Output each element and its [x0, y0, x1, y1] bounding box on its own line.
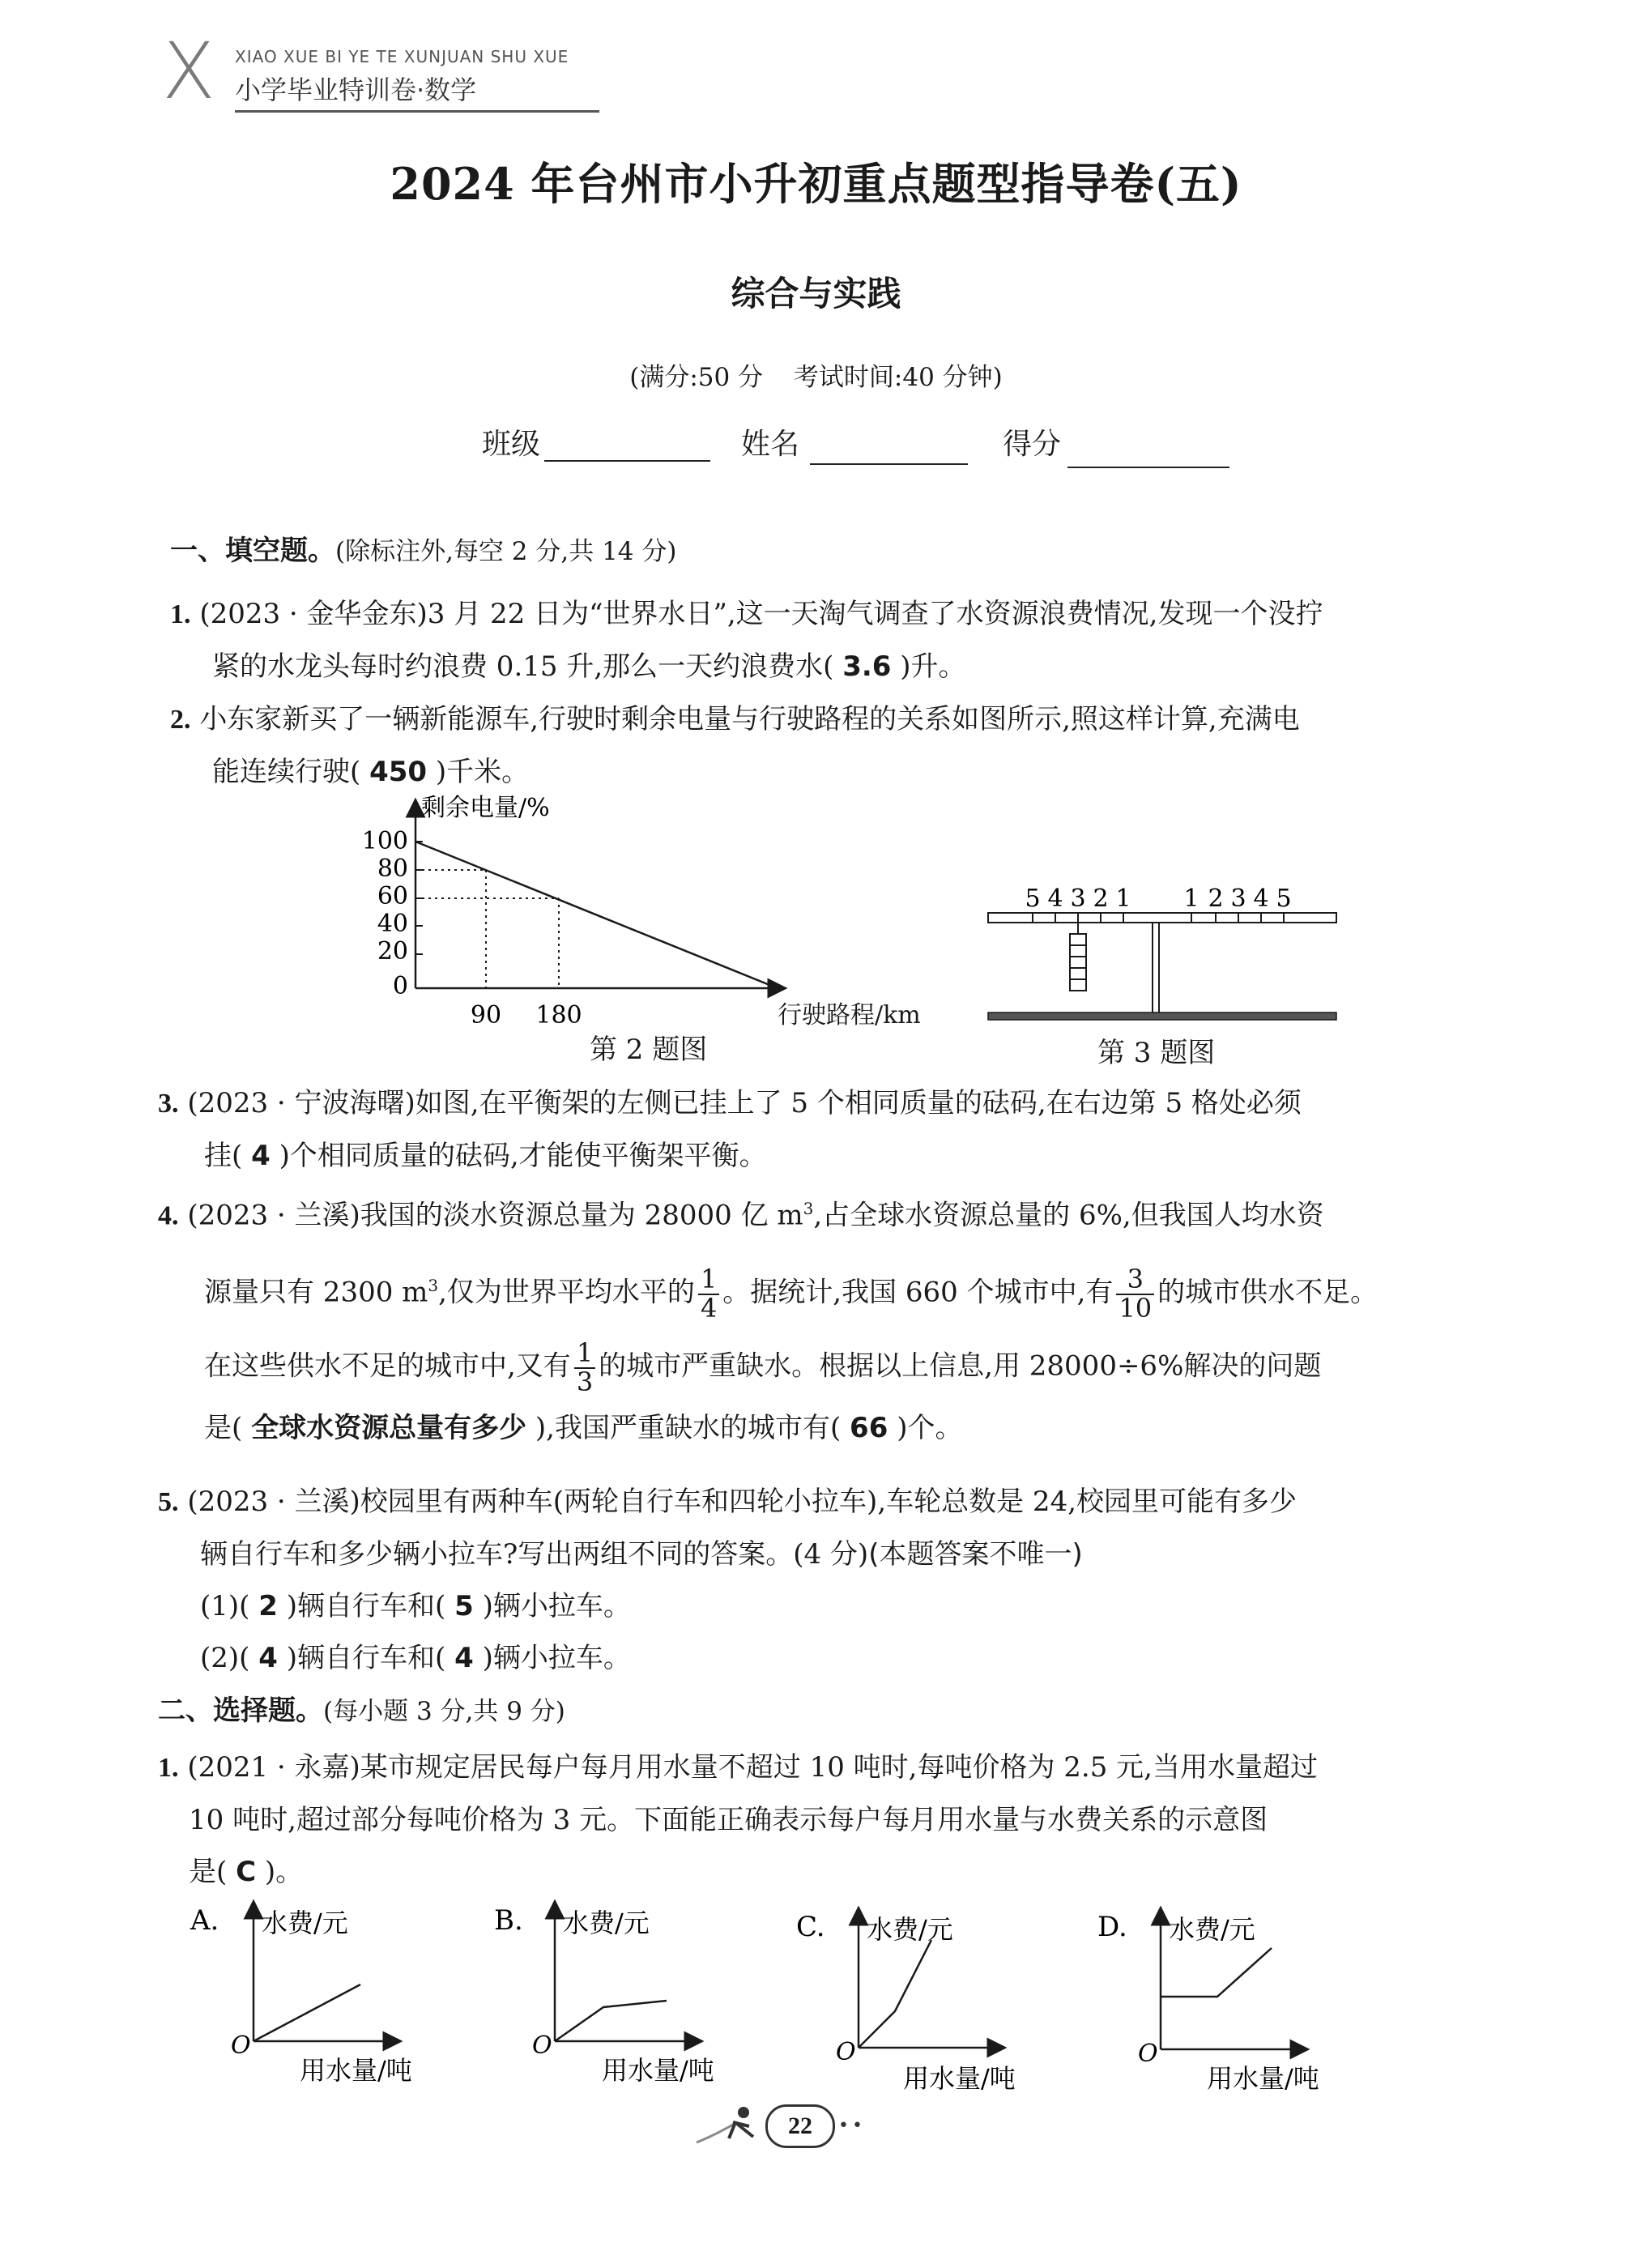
footer-dots: •• [838, 2116, 866, 2136]
question-text: (1)( [200, 1590, 250, 1622]
footer-runner-icon [688, 2098, 761, 2155]
fig3-caption: 第 3 题图 [1097, 1037, 1216, 1069]
option-xlabel: 用水量/吨 [300, 2055, 412, 2086]
answer: 66 [850, 1412, 888, 1445]
question-note: (本题答案不唯一) [868, 1538, 1083, 1571]
question-text: 辆自行车和多少辆小拉车?写出两组不同的答案。(4 分) [200, 1538, 869, 1571]
s1-q4 [158, 1183, 1551, 1454]
option-c-label: C. [796, 1911, 825, 1943]
option-xlabel: 用水量/吨 [903, 2063, 1016, 2094]
fraction-denominator: 4 [700, 1292, 718, 1324]
origin-label: O [836, 2038, 856, 2066]
fraction [1116, 1266, 1154, 1322]
fig3-left-num: 2 [1093, 885, 1109, 913]
fraction [574, 1337, 595, 1397]
s1-q2 [170, 693, 1547, 798]
fraction-denominator: 3 [576, 1366, 594, 1397]
exam-time: 考试时间:40 分钟) [793, 363, 1003, 392]
section2-heading [158, 1688, 565, 1728]
fraction [698, 1266, 719, 1322]
superscript: 3 [803, 1199, 814, 1218]
option-d-line [1161, 1948, 1272, 1997]
exam-subtitle: 综合与实践 [731, 274, 901, 313]
origin-label: O [532, 2031, 552, 2060]
s1-q1 [170, 588, 1547, 693]
s1-q5 [158, 1476, 1551, 1684]
answer: 3.6 [842, 650, 892, 683]
s1-q3 [158, 1077, 1551, 1182]
option-c-line [859, 1940, 931, 2048]
class-field[interactable] [544, 460, 710, 462]
fig2-y-tick: 40 [377, 910, 408, 938]
fig2-x-tick: 90 [470, 1001, 502, 1030]
score-field[interactable] [1067, 467, 1229, 468]
fig3-weight [1070, 979, 1086, 991]
question-number: 3. [158, 1089, 179, 1119]
question-text: )千米。 [435, 756, 530, 788]
fraction-denominator: 10 [1119, 1292, 1153, 1324]
option-xlabel: 用水量/吨 [602, 2055, 714, 2086]
answer: 4 [258, 1642, 278, 1674]
question-text: 。据统计,我国 660 个城市中,有 [722, 1276, 1114, 1309]
fig3-balance [984, 879, 1344, 1025]
superscript: 3 [428, 1276, 439, 1296]
question-number: 4. [158, 1200, 179, 1231]
fig2-data-line [415, 842, 778, 988]
fig2-y-tick: 80 [377, 855, 408, 883]
fig3-weight [1070, 957, 1086, 968]
answer: 4 [251, 1140, 271, 1172]
question-number: 2. [170, 705, 191, 735]
fraction-numerator: 1 [574, 1340, 595, 1369]
fig3-left-num: 5 [1025, 885, 1041, 913]
question-text: )升。 [900, 650, 966, 683]
fig3-right-num: 1 [1183, 885, 1199, 913]
option-ylabel: 水费/元 [563, 1908, 650, 1938]
option-a-line [254, 1985, 360, 2041]
question-text: )个相同质量的砝码,才能使平衡架平衡。 [279, 1140, 767, 1172]
fig2-y-tick: 60 [377, 882, 408, 910]
answer: 5 [454, 1590, 474, 1622]
answer: 450 [369, 756, 428, 788]
exam-title: 2024 年台州市小升初重点题型指导卷(五) [390, 158, 1242, 210]
answer: 4 [454, 1642, 474, 1674]
fig3-post [1153, 923, 1159, 1013]
question-text: )辆小拉车。 [482, 1590, 631, 1622]
section2-title: 二、选择题。 [158, 1695, 323, 1727]
fig2-caption: 第 2 题图 [590, 1034, 708, 1066]
full-score: (满分:50 分 [629, 363, 764, 392]
name-label: 姓名 [741, 428, 800, 461]
option-xlabel: 用水量/吨 [1207, 2063, 1319, 2094]
series-title: 小学毕业特训卷·数学 [235, 75, 477, 105]
option-d-label: D. [1097, 1911, 1127, 1943]
answer: 2 [258, 1590, 278, 1622]
fig2-xlabel: 行驶路程/km [778, 1001, 921, 1030]
question-text: )个。 [897, 1412, 963, 1445]
fig3-right-num: 3 [1230, 885, 1246, 913]
fig2-x-tick: 180 [535, 1001, 582, 1030]
question-text: (2023 · 宁波海曙)如图,在平衡架的左侧已挂上了 5 个相同质量的砝码,在右边第 5 格处必须 [187, 1087, 1302, 1119]
score-label: 得分 [1003, 428, 1062, 461]
question-text: )辆小拉车。 [482, 1642, 631, 1674]
question-text: 的城市严重缺水。根据以上信息,用 28000÷6%解决的问题 [599, 1349, 1322, 1383]
option-a-label: A. [190, 1904, 219, 1937]
question-text: (2023 · 兰溪)我国的淡水资源总量为 28000 亿 m [187, 1199, 803, 1232]
answer: C [236, 1856, 257, 1888]
name-field[interactable] [810, 463, 968, 465]
section1-title: 一、填空题。 [170, 535, 335, 567]
question-text: 是( [204, 1412, 243, 1445]
question-text: 10 吨时,超过部分每吨价格为 3 元。下面能正确表示每户每月用水量与水费关系的示意图 [189, 1804, 1268, 1836]
question-text: 小东家新买了一辆新能源车,行驶时剩余电量与行驶路程的关系如图所示,照这样计算,充满电 [199, 703, 1300, 735]
option-ylabel: 水费/元 [1169, 1914, 1255, 1945]
fraction-numerator: 1 [698, 1266, 719, 1295]
origin-label: O [1138, 2040, 1158, 2068]
question-number: 5. [158, 1487, 179, 1517]
question-text: 在这些供水不足的城市中,又有 [204, 1349, 571, 1383]
question-text: ),我国严重缺水的城市有( [535, 1412, 842, 1445]
section1-heading [170, 528, 676, 568]
question-text: (2023 · 兰溪)校园里有两种车(两轮自行车和四轮小拉车),车轮总数是 24,校园里可能有多少 [187, 1486, 1298, 1518]
question-text: (2023 · 金华金东)3 月 22 日为“世界水日”,这一天淘气调查了水资源浪费情况,发现一个没拧 [199, 598, 1323, 630]
question-text: 能连续行驶( [212, 756, 361, 788]
question-text: 是( [189, 1856, 228, 1888]
fig3-weight [1070, 934, 1086, 945]
option-ylabel: 水费/元 [262, 1908, 348, 1938]
page-number: 22 [765, 2104, 835, 2148]
question-text: (2021 · 永嘉)某市规定居民每户每月用水量不超过 10 吨时,每吨价格为 2.5 元,当用水量超过 [187, 1751, 1318, 1784]
question-text: )辆自行车和( [286, 1642, 446, 1674]
option-ylabel: 水费/元 [867, 1914, 953, 1945]
exam-meta [0, 356, 1632, 393]
s2-q1 [158, 1742, 1551, 1898]
origin-label: O [231, 2031, 251, 2060]
question-text: )。 [264, 1856, 304, 1888]
fig2-y-tick: 0 [392, 972, 408, 1000]
fig3-left-num: 4 [1047, 885, 1063, 913]
question-number: 1. [170, 599, 191, 629]
answer: 全球水资源总量有多少 [251, 1412, 527, 1445]
question-text: ,占全球水资源总量的 6%,但我国人均水资 [813, 1199, 1324, 1232]
option-a-graph[interactable] [190, 1904, 412, 2086]
question-text: ,仅为世界平均水平的 [438, 1276, 695, 1309]
fig3-right-num: 2 [1208, 885, 1224, 913]
option-d-graph[interactable] [1097, 1911, 1319, 2094]
fig3-left-num: 1 [1115, 885, 1131, 913]
section1-note: (除标注外,每空 2 分,共 14 分) [335, 537, 677, 566]
series-logo: X [162, 26, 215, 117]
question-text: (2)( [200, 1642, 250, 1674]
question-text: 挂( [204, 1140, 243, 1172]
fig2-y-tick: 100 [361, 827, 408, 855]
series-pinyin: XIAO XUE BI YE TE XUNJUAN SHU XUE [235, 47, 569, 66]
fraction-numerator: 3 [1116, 1266, 1154, 1295]
fig3-weight [1070, 968, 1086, 979]
fig3-base [988, 1013, 1336, 1020]
fig2-y-tick: 20 [377, 937, 408, 966]
fig3-weight [1070, 945, 1086, 957]
section2-note: (每小题 3 分,共 9 分) [323, 1697, 565, 1726]
fig3-left-num: 3 [1070, 885, 1086, 913]
fig3-right-num: 5 [1276, 885, 1292, 913]
question-text: )辆自行车和( [286, 1590, 446, 1622]
choice-graphs [182, 1899, 1349, 2094]
header-rule [235, 110, 599, 113]
question-text: 的城市供水不足。 [1157, 1276, 1378, 1309]
option-b-graph[interactable] [494, 1904, 714, 2086]
fig2-ylabel: 剩余电量/% [421, 794, 550, 822]
option-b-label: B. [494, 1904, 523, 1937]
question-text: 紧的水龙头每时约浪费 0.15 升,那么一天约浪费水( [212, 650, 834, 683]
option-b-line [555, 2001, 667, 2041]
question-text: 源量只有 2300 m [204, 1276, 428, 1309]
class-label: 班级 [482, 428, 541, 461]
fig3-right-num: 4 [1253, 885, 1269, 913]
option-c-graph[interactable] [796, 1911, 1016, 2094]
question-number: 1. [158, 1753, 179, 1783]
